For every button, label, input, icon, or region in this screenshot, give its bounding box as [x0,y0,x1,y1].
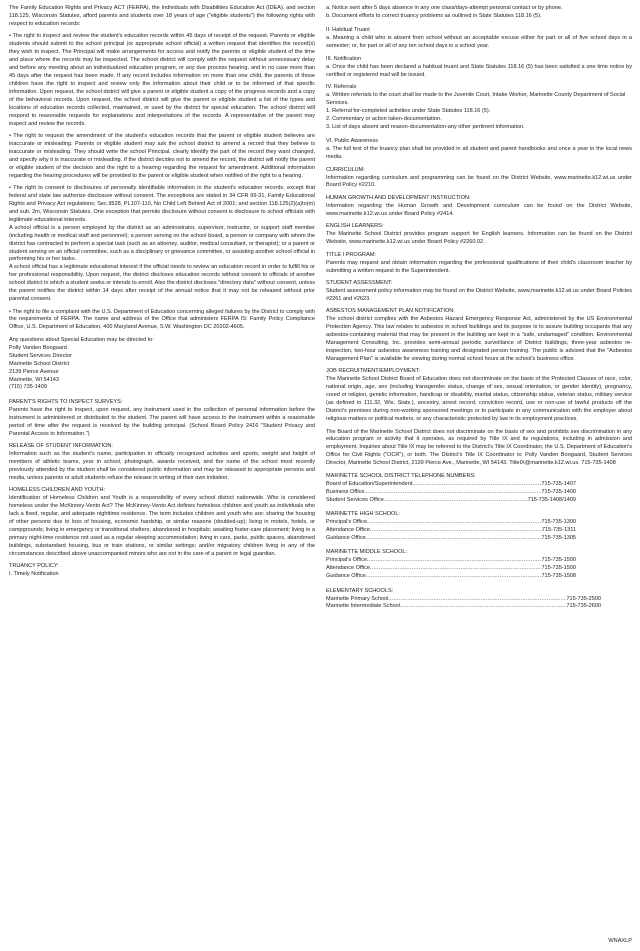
title1-text: Parents may request and obtain information regarding the professional qualifications of their child's classroom teacher by submitting a written request to the Superintendent. [326,259,632,274]
phone-number: 715-735-1300 [541,518,576,525]
phone-row [326,535,576,543]
assessment-text: Student assessment policy information may be found on the District Website, www.marinette.k12.wi.us under Board Policies #2261 and #2623. [326,288,632,302]
phone-label: Board of Education/Superintendent [326,480,413,487]
phone-heading: MARINETTE MIDDLE SCHOOL: [326,549,408,556]
phone-number: 715-735-2500 [566,595,601,602]
left-column [9,5,315,579]
phone-label: Attendance Office [326,565,370,572]
referral-line: a. Written referrals to the court shall be made to the Juvenile Court, Intake Worker, Marinette County Department of Social Services. [326,92,626,106]
contact-line: (715) 735-1409 [9,384,47,391]
habitual-heading: II. Habitual Truant [326,27,370,34]
phone-row [326,527,576,535]
timely-item: a. Notice sent after 5 days absence in any one class/days-attempt personal contact or by phone. [326,5,563,11]
timely-item: b. Document efforts to correct truancy problems as outlined in State Statutes 118.16 (5). [326,12,542,19]
growth-text: Information regarding the Human Growth and Development curriculum can be found on the District Website, www.marinette.k12.wi.us under Board Policy #2414. [326,202,632,217]
phone-number: 715-735-1500 [541,565,576,572]
phone-row [326,497,576,505]
phone-number: 715-735-1508 [541,573,576,580]
homeless-heading: HOMELESS CHILDREN AND YOUTH: [9,487,106,494]
awareness-text: a. The full text of the truancy plan shall be provided in all student and parent handbooks and once a year in the local news media. [326,146,632,161]
job-text-title-ix: The Board of the Marinette School District does not discriminate on the basis of sex and prohibits sex discrimination in any education program or activity that it operates, as required by Title IX and its regulations, including in admission and employment. Inquiries about Title IX may be referred to the District's Title IX Coordinator, the U.S. Department of Education's Office for Civil Rights ("OCR"), or both. The District's Title IX Coordinator is: Polly Vanden Boogaard, Student Services Director, Marinette School District, 2139 Pierce Ave., Marinette, WI 54143. TitleIX@marinette.k12.wi.us. 715-735-1408 [326,428,632,467]
phone-row [326,481,576,489]
phone-label: Marinette Primary School [326,595,389,602]
ell-text: The Marinette School District provides program support for English learners. Information can be found on the District Website, www.marinette.k12.wi.us under Board Policy #2260.02. [326,231,632,246]
phone-number: 715-735-1408/1409 [527,496,576,503]
legitimate-interest-paragraph: A school official has a legitimate educational interest if the official needs to review an education record in order to fulfill his or her professional responsibility. Upon request, the district discloses education records without consent to officials of another school district in which a student seeks or intends to enroll. Also the district discloses "directory data" without consent, unless the parent notifies the district within 14 days after receipt of the annual notice that it may not be released without prior parental consent. [9,264,315,303]
district-phone-block [326,473,576,505]
phone-row [326,596,601,604]
assessment-heading: STUDENT ASSESSMENT: [326,280,393,287]
phone-row [326,603,601,611]
growth-heading: HUMAN GROWTH AND DEVELOPMENT INSTRUCTION: [326,195,471,201]
phone-label: Principal's Office [326,518,368,525]
referral-line: 1. Referral for-completed activities under State Statutes 118.16 (5). [326,107,491,114]
contact-intro: Any questions about Special Education may be directed to: [9,336,154,343]
phone-number: 715-735-1311 [541,526,576,533]
asbestos-text: The school district complies with the Asbestos Hazard Emergency Response Act, administered by the US Environmental Protection Agency. This law relates to asbestos in school buildings and its purpose is to assure building occupants that any asbestos-containing material that may be present in the building are kept in a "safe, undamaged" condition. Environmental Management Consulting, Inc. provides semi-annual periodic surveillance of District buildings, three-year asbestos re-inspection, two-hour asbestos awareness training and designated person training. The public is advised that the "Asbestos Management Plan" is available for viewing during normal school hours at the school's business office. [326,316,632,362]
contact-line: 2139 Pierce Avenue [9,368,59,375]
right-column [326,5,632,611]
contact-line: Student Services Director [9,352,72,359]
contact-line: Polly Vanden Boogaard [9,344,67,351]
job-heading: JOB RECRUITMENT/EMPLOYMENT: [326,368,420,375]
awareness-heading: VI. Public Awareness [326,138,379,145]
release-text: Information such as the student's name, participation in officially recognized activities and sports, weight and height of members of athletic teams, year in school, photograph, awards received, and the name of the school most recently previously attended by the student shall be considered public information and may be released to appropriate persons and media, unless parents or adult students refuse the release in writing of their own initiation. [9,451,315,481]
phone-row [326,519,576,527]
job-text-nondiscrimination: The Marinette School District Board of Education does not discriminate on the basis of the Protected Classes of race, color, national origin, age, sex (including transgender status, change of sex, sexual orientation, or gender identity), pregnancy, creed or religion, genetic information, handicap or disability, marital status, citizenship status, veteran status, military service (as defined in 111.32, Wis. Stats.), ancestry, arrest record, conviction record, use or non-use of lawful products off the District's premises during non-working sponsored meetings or to participate in any communication with the employer about religious matters or political matters, or any characteristic protected by law in its employment practices. [326,376,632,423]
phone-heading: MARINETTE HIGH SCHOOL: [326,511,400,518]
referral-line: 3. List of days absent and reason-documentation-any other pertinent information. [326,123,525,130]
phone-number: 715-735-1305 [541,534,576,541]
curriculum-text: Information regarding curriculum and programming can be found on the District Website, www.marinette.k12.wi.us under Board Policy #2210. [326,174,632,189]
phone-row [326,573,576,581]
ferpa-right-complaint: • The right to file a complaint with the U.S. Department of Education concerning alleged failures by the District to comply with the requirements of FERPA. The name and address of the Office that administers FERPA IS: Family Policy Compliance Office, U.S. Department of Education, 400 Maryland Avenue, S.W. Washington DC 20202-4605. [9,308,315,331]
phone-number: 715-735-1500 [541,557,576,564]
release-heading: RELEASE OF STUDENT INFORMATION: [9,443,113,450]
phone-number: 715-735-1400 [541,488,576,495]
footer-code: WNAXLP [608,938,632,945]
contact-line: Marinette School District [9,360,70,367]
ferpa-intro: The Family Education Rights and Privacy ACT (FERPA), the Individuals with Disabilities Education Act (IDEA), and section 118.125, Wisconsin Statutes, afford parents and students over 18 years of age ("eligible students") the following rights with respect to education records: [9,5,315,27]
phone-label: Attendance Office [326,526,370,533]
homeless-text: Identification of Homeless Children and Youth is a responsibility of every school district nationwide. Who is considered homeless under the McKinney-Vento Act? The McKinney-Vento Act defines homeless children and youth as individuals who lack a fixed, regular, and adequate nighttime residence. The term includes children and youth who are: sharing the housing of other persons due to loss of housing, economic hardship, or similar reasons (doubled-up); living in motels, hotels, or campgrounds; living in emergency or transitional shelters; abandoned in hospitals; awaiting foster-care placement; living in a primary night-time residence not used as a regular sleeping accommodation; living in cars, parks, public spaces, abandoned buildings, substandard housing, bus or train stations, or similar settings; and/or migratory children living in any of the circumstances described above unaccompanied minors who are not in the care of a parent or legal guardian. [9,495,315,557]
phone-label: Business Office [326,488,365,495]
phone-label: Guidance Office [326,573,366,580]
school-official-definition: A school official is a person employed by the district as an administrator, supervisor, instructor, or support staff member (including health or medical staff and personnel); a person serving on the school board, a person or company with whom the district has contracted to perform a special task (such as an attorney, auditor, medical consultant, or therapist); or a parent or student serving on an official committee, such as a disciplinary or grievance committee, or assisting another school official in performing his or her tasks. [9,224,315,263]
phone-row [326,565,576,573]
phone-number: 715-735-1407 [541,480,576,487]
ferpa-right-inspect: • The right to inspect and review the student's education records within 45 days of receipt of the request. Parents or eligible students should submit to the school principal (or appropriate school official) a written request that identifies the record(s) they wish to inspect. The Principal will make arrangements for access and notify the parents or eligible student of the time and place where the records may be inspected. The school district will comply with the request without unnecessary delay and before any meeting about an individualized education program, or any due process hearing, and in no case more than 45 days after the request has been made. If any record includes information on more than one child, the parents of those children have the right to inspect and review only the information about their child or to be informed of that specific information. Upon request, the school district will give a parent or eligible student a copy of the progress records and a copy of the behavioral records. Upon request, the school district will give the parent or eligible student a list of the types and locations of education records collected, maintained, or used by the district for special education. The school district will respond to reasonable requests for explanations and interpretations of the records. A representative of the parent may inspect and review the records. [9,33,315,127]
curriculum-heading: CURRICULUM: [326,166,365,173]
phone-number: 715-735-2600 [566,603,601,610]
phone-heading: ELEMENTARY SCHOOLS: [326,587,394,594]
contact-line: Marinette, WI 54143 [9,376,59,383]
phone-label: Principal's Office [326,557,368,564]
phone-row [326,557,576,565]
truancy-heading: TRUANCY POLICY: [9,563,59,570]
high-school-phone-block [326,511,576,543]
ferpa-right-amend: • The right to request the amendment of the student's education records that the parent or eligible student believes are inaccurate or misleading. Parents or eligible student may ask the school district to amend a record that they believe is inaccurate or misleading. They should write the school Principal, clearly identify the part of the record they want changed, and specify why it is inaccurate or misleading. If the district decides not to amend the record, the district will notify the parent or eligible student of the decision and the right to a hearing regarding the request for amendment. Additional information regarding the hearing procedures will be provided to the parent or eligible student when notified of the right to a hearing. [9,133,315,179]
phone-label: Marinette Intermediate School [326,603,400,610]
truancy-subheading: I. Timely Notification [9,571,59,578]
habitual-text: a. Meaning a child who is absent from school without an acceptable excuse either for part or all of five school days in a semester; or, for part or all of any ten school days in a school year. [326,35,632,50]
referral-line: 2. Commentary or action taken-documentation. [326,115,442,122]
middle-school-phone-block [326,549,576,581]
referrals-heading: IV. Referrals [326,84,357,91]
notification-text: a. Once the child has been declared a habitual truant and State Statutes 118.16 (5) has been satisfied a one time notice by certified or registered mail will be issued. [326,63,632,78]
surveys-text: Parents have the right to inspect, upon request, any instrument used in the collection of personal information before the instrument is administered or distributed to the student. The parent will have access to the instrument within a reasonable period of time after the request is received by the building principal. (School Board Policy 2416 "Student Privacy and Parental Access to Information.") [9,406,315,437]
title1-heading: TITLE I PROGRAM: [326,251,376,258]
notification-heading: III. Notification [326,55,362,62]
asbestos-heading: ASBESTOS MANAGEMENT PLAN NOTIFICATION: [326,308,455,315]
phone-row [326,489,576,497]
ferpa-right-consent: • The right to consent to disclosures of personally identifiable information in the student's education records, except that federal and state law authorize disclosure without consent. The exceptions are stated in 34 CFR 99-31, Family Educational Rights and Privacy Act regulations; Sec.9528, PL107-110, No Child Left Behind Act of 2001; and section 118.125(2)(a)to(m) and sub. 2m, Wisconsin Statutes. One exception that permits disclosure without consent is disclosure to school officials with legitimate educational interests. [9,185,315,223]
surveys-heading: PARENT'S RIGHTS TO INSPECT SURVEYS: [9,398,123,405]
phone-label: Student Services Office [326,496,384,503]
ell-heading: ENGLISH LEARNERS: [326,223,384,230]
phone-label: Guidance Office [326,534,366,541]
elementary-phone-block [326,588,601,612]
phone-heading: MARINETTE SCHOOL DISTRICT TELEPHONE NUMBERS: [326,472,476,479]
